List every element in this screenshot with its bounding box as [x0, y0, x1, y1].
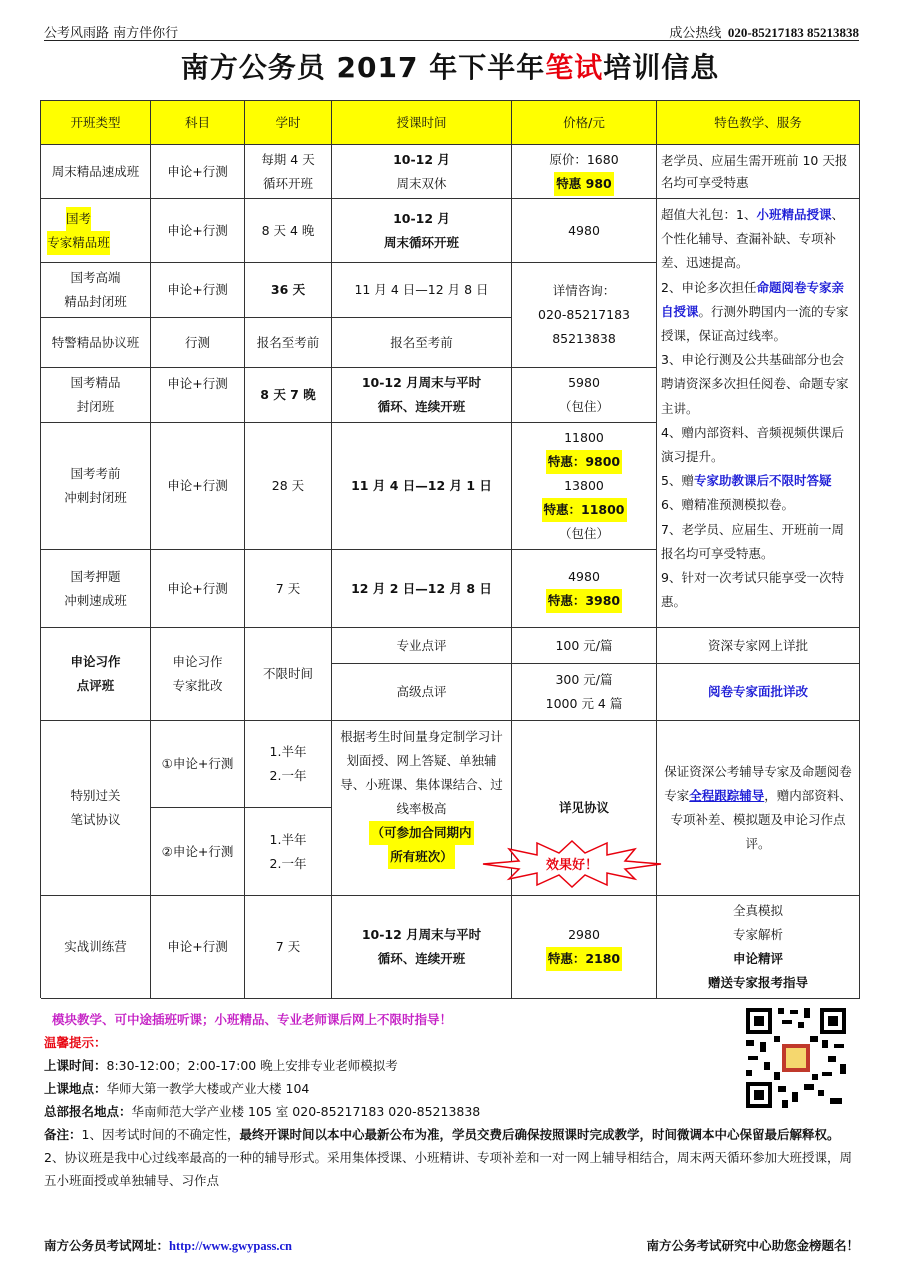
row10-subject: 申论+行测 [151, 896, 245, 999]
row10-type: 实战训练营 [41, 896, 151, 999]
col-header-subject: 科目 [151, 101, 245, 145]
col-header-type: 开班类型 [41, 101, 151, 145]
row3-time: 11 月 4 日—12 月 8 日 [332, 263, 512, 318]
row5-type: 国考精品 封闭班 [41, 368, 151, 423]
remark-1: 备注：1、因考试时间的不确定性，最终开课时间以本中心最新公布为准，学员交费后确保按照课时完成教学，时间微调本中心保留最后解释权。 [44, 1127, 840, 1142]
header-hotline: 成公热线 020-85217183 85213838 [669, 25, 859, 41]
feature-9: 9、针对一次考试只能享受一次特惠。 [661, 570, 844, 610]
col-header-time: 授课时间 [332, 101, 512, 145]
feature-3: 3、申论行测及公共基础部分也会聘请资深多次担任阅卷、命题专家主讲。 [661, 352, 849, 416]
row4-hours: 报名至考前 [245, 318, 332, 368]
row9-price: 详见协议 [512, 721, 657, 896]
row9-type: 特别过关 笔试协议 [41, 721, 151, 896]
features-list [657, 199, 860, 628]
col-header-service: 特色教学、服务 [657, 101, 860, 145]
row1-hours: 每期 4 天 循环开班 [245, 145, 332, 199]
row10-hours: 7 天 [245, 896, 332, 999]
row6-price: 11800 特惠：9800 13800 特惠：11800 （包住） [512, 423, 657, 550]
row8-time-adv: 高级点评 [332, 664, 512, 721]
page-title: 南方公务员 2017 年下半年笔试培训信息 [180, 51, 720, 84]
row2-hours: 8 天 4 晚 [245, 199, 332, 263]
row8-service-adv: 阅卷专家面批详改 [657, 664, 860, 721]
row2-subject: 申论+行测 [151, 199, 245, 263]
website-link[interactable]: http://www.gwypass.cn [169, 1239, 292, 1253]
row8-service-pro: 资深专家网上详批 [657, 628, 860, 664]
row6-subject: 申论+行测 [151, 423, 245, 550]
class-place: 上课地点：华师大第一教学大楼或产业大楼 104 [44, 1081, 310, 1096]
row1-service: 老学员、应届生需开班前 10 天报名均可享受特惠 [657, 145, 860, 199]
row8-price-adv: 300 元/篇 1000 元 4 篇 [512, 664, 657, 721]
row3-4-price: 详情咨询： 020-85217183 85213838 [512, 263, 657, 368]
feature-1: 超值大礼包：1、小班精品授课、个性化辅导、查漏补缺、专项补差、迅速提高。 [661, 207, 844, 271]
col-header-price: 价格/元 [512, 101, 657, 145]
row2-time: 10-12 月 周末循环开班 [332, 199, 512, 263]
row1-type: 周末精品速成班 [41, 145, 151, 199]
row1-time: 10-12 月 周末双休 [332, 145, 512, 199]
row1-subject: 申论+行测 [151, 145, 245, 199]
row4-time: 报名至考前 [332, 318, 512, 368]
row8-time-pro: 专业点评 [332, 628, 512, 664]
row10-time: 10-12 月周末与平时 循环、连续开班 [332, 896, 512, 999]
row7-type: 国考押题 冲刺速成班 [41, 550, 151, 628]
feature-4: 4、赠内部资料、音频视频供课后演习提升。 [661, 424, 844, 465]
row10-price: 2980 特惠：2180 [512, 896, 657, 999]
notes-section [44, 1008, 859, 1192]
footer-slogan: 南方公务考试研究中心助您金榜题名！ [646, 1238, 859, 1253]
row3-type: 国考高端 精品封闭班 [41, 263, 151, 318]
feature-7: 7、老学员、应届生、开班前一周报名均可享受特惠。 [661, 521, 844, 561]
feature-2: 2、申论多次担任命题阅卷专家亲自授课。行测外聘国内一流的专家授课，保证高过线率。 [661, 279, 849, 344]
row9-service: 保证资深公考辅导专家及命题阅卷专家全程跟踪辅导，赠内部资料、专项补差、模拟题及申论习作点评。 [657, 721, 860, 896]
row4-subject: 行测 [151, 318, 245, 368]
row5-price: 5980 （包住） [512, 368, 657, 423]
row2-price: 4980 [512, 199, 657, 263]
row6-time: 11 月 4 日—12 月 1 日 [332, 423, 512, 550]
training-table [40, 100, 860, 998]
row8-price-pro: 100 元/篇 [512, 628, 657, 664]
row3-hours: 36 天 [245, 263, 332, 318]
qr-code[interactable] [744, 1006, 848, 1110]
row8-type: 申论习作 点评班 [41, 628, 151, 721]
row6-type: 国考考前 冲刺封闭班 [41, 423, 151, 550]
row4-type: 特警精品协议班 [41, 318, 151, 368]
hq-address: 总部报名地点：华南师范大学产业楼 105 室 020-85217183 020-85213838 [44, 1104, 481, 1119]
row2-type: 国考 专家精品班 [41, 199, 151, 263]
feature-5: 5、赠专家助教课后不限时答疑 [661, 473, 832, 489]
qr-code-icon [744, 1006, 848, 1110]
row8-hours: 不限时间 [245, 628, 332, 721]
row10-service: 全真模拟 专家解析 申论精评 赠送专家报考指导 [657, 896, 860, 999]
row5-subject: 申论+行测 [151, 368, 245, 423]
remark-2: 2、协议班是我中心过线率最高的一种的辅导形式。采用集体授课、小班精讲、专项补差和一对一网上辅导相结合，周末两天循环参加大班授课，周五小班面授或单独辅导、习作点 [44, 1150, 852, 1188]
col-header-hours: 学时 [245, 101, 332, 145]
class-time: 上课时间：8:30-12:00；2:00-17:00 晚上安排专业老师模拟考 [44, 1058, 398, 1073]
header-slogan: 公考风雨路 南方伴你行 [44, 26, 179, 41]
row3-subject: 申论+行测 [151, 263, 245, 318]
feature-6: 6、赠精准预测模拟卷。 [661, 497, 794, 513]
row9-hours-1: 1.半年 2.一年 [245, 721, 332, 808]
row9-hours-2: 1.半年 2.一年 [245, 808, 332, 896]
page-footer: 南方公务员考试网址：http://www.gwypass.cn 南方公务考试研究中心助您金榜题名！ [44, 1238, 859, 1253]
slogan: 模块教学、可中途插班听课；小班精品、专业老师课后网上不限时指导！ [52, 1012, 453, 1027]
row7-time: 12 月 2 日—12 月 8 日 [332, 550, 512, 628]
row7-price: 4980 特惠：3980 [512, 550, 657, 628]
row5-time: 10-12 月周末与平时 循环、连续开班 [332, 368, 512, 423]
row9-subject-1: ①申论+行测 [151, 721, 245, 808]
page-header [44, 22, 859, 41]
starburst-text: 效果好！ [545, 858, 598, 873]
row8-subject: 申论习作 专家批改 [151, 628, 245, 721]
tip-label: 温馨提示： [44, 1035, 107, 1050]
row5-hours: 8 天 7 晚 [245, 368, 332, 423]
row9-subject-2: ②申论+行测 [151, 808, 245, 896]
row9-time: 根据考生时间量身定制学习计划面授、网上答疑、单独辅导、小班课、集体课结合、过线率极高 （可参加合同期内 所有班次） [332, 721, 512, 896]
row1-price: 原价：1680 特惠 980 [512, 145, 657, 199]
starburst-badge [479, 839, 665, 889]
row6-hours: 28 天 [245, 423, 332, 550]
row7-hours: 7 天 [245, 550, 332, 628]
row7-subject: 申论+行测 [151, 550, 245, 628]
